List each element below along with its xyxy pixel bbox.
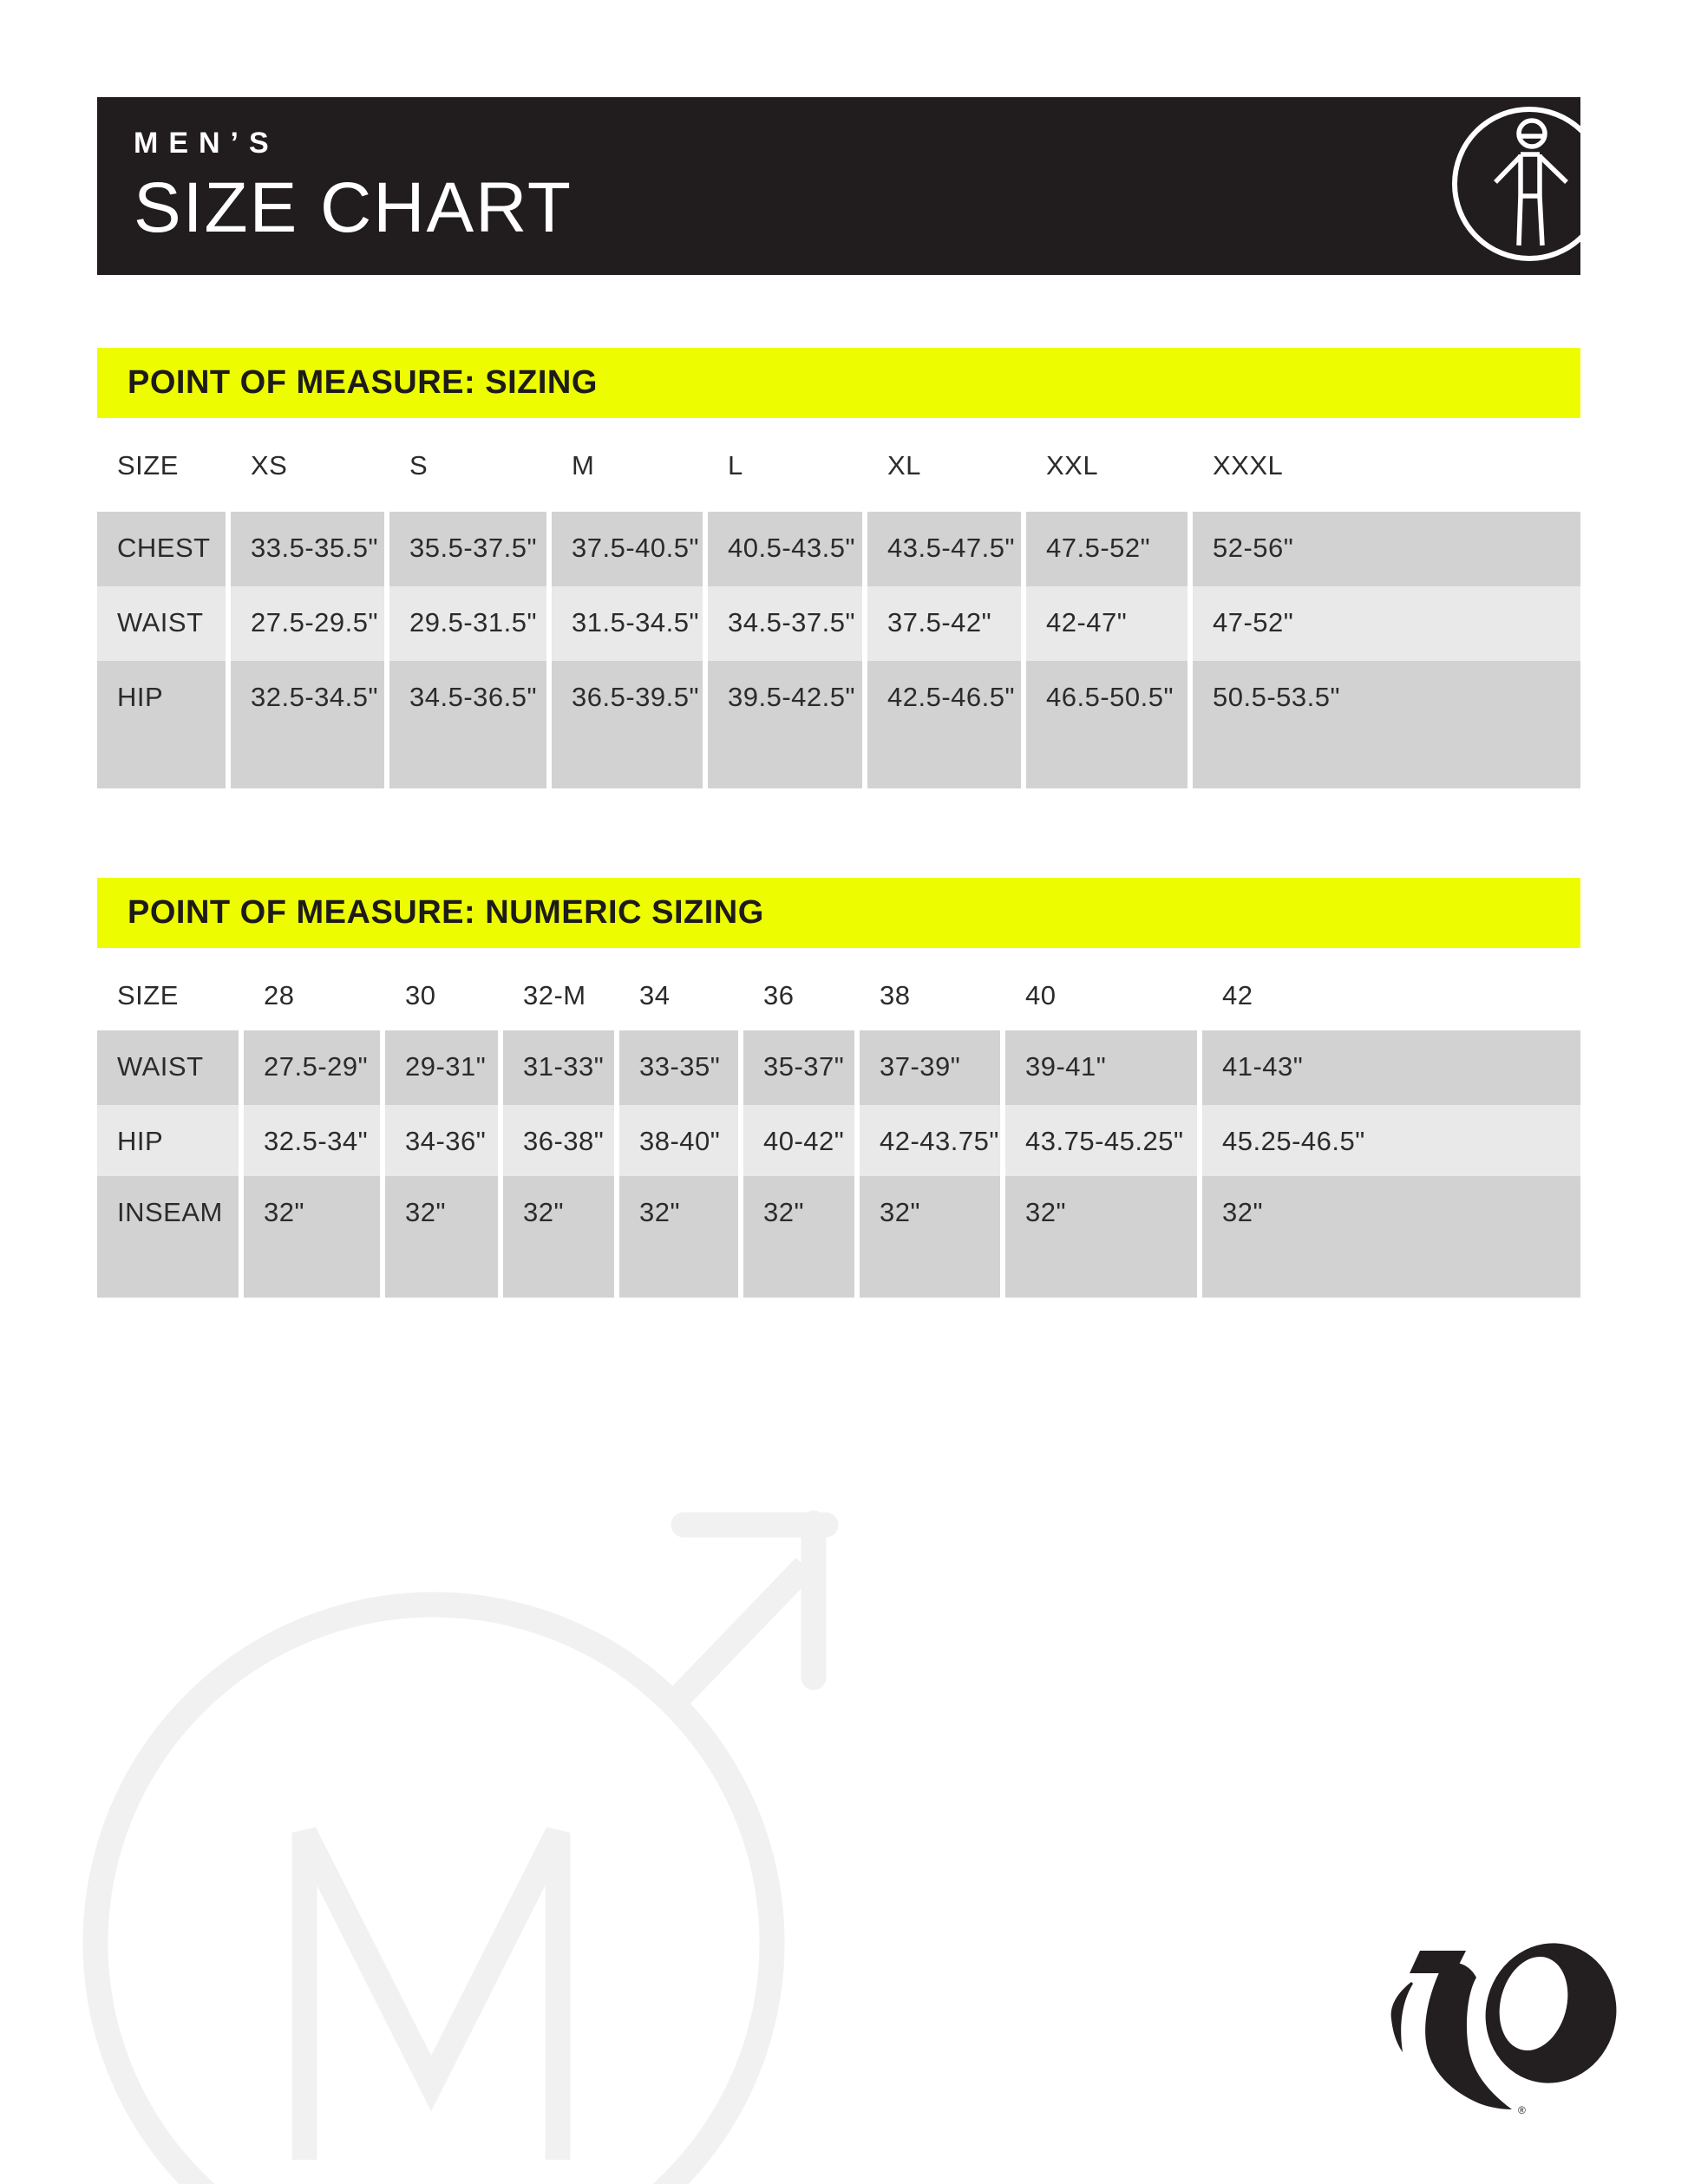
numeric-sizing-table bbox=[97, 1030, 1580, 1298]
column-header-size: SIZE bbox=[117, 450, 179, 481]
size-cell: 46.5-50.5" bbox=[1026, 661, 1187, 788]
column-header-32m: 32-M bbox=[523, 980, 586, 1010]
size-cell: 29.5-31.5" bbox=[389, 586, 546, 661]
column-header-42: 42 bbox=[1222, 980, 1253, 1010]
size-cell: 32.5-34.5" bbox=[231, 661, 384, 788]
section-title-numeric-sizing: POINT OF MEASURE: NUMERIC SIZING bbox=[97, 878, 1580, 948]
sizing-table bbox=[97, 512, 1580, 788]
size-cell: 34-36" bbox=[385, 1105, 498, 1176]
row-label: INSEAM bbox=[97, 1176, 239, 1298]
sizing-table-header-row bbox=[97, 444, 1580, 487]
size-cell: 37.5-40.5" bbox=[552, 512, 703, 586]
size-cell: 32" bbox=[743, 1176, 854, 1298]
size-cell: 33-35" bbox=[619, 1030, 738, 1105]
size-cell: 27.5-29.5" bbox=[231, 586, 384, 661]
column-header-xl: XL bbox=[887, 450, 921, 481]
size-cell: 39.5-42.5" bbox=[708, 661, 862, 788]
size-cell: 32" bbox=[860, 1176, 1000, 1298]
size-cell: 43.75-45.25" bbox=[1005, 1105, 1197, 1176]
section-title-sizing: POINT OF MEASURE: SIZING bbox=[97, 348, 1580, 418]
size-cell: 47.5-52" bbox=[1026, 512, 1187, 586]
mens-label: MEN’S bbox=[134, 127, 279, 160]
column-header-xs: XS bbox=[251, 450, 288, 481]
size-cell: 37-39" bbox=[860, 1030, 1000, 1105]
column-header-38: 38 bbox=[880, 980, 911, 1010]
row-label: HIP bbox=[97, 661, 226, 788]
column-header-xxl: XXL bbox=[1046, 450, 1099, 481]
size-cell: 42.5-46.5" bbox=[867, 661, 1021, 788]
size-cell: 27.5-29" bbox=[244, 1030, 380, 1105]
size-cell: 38-40" bbox=[619, 1105, 738, 1176]
size-cell: 36.5-39.5" bbox=[552, 661, 703, 788]
size-cell: 31-33" bbox=[503, 1030, 614, 1105]
size-cell: 42-47" bbox=[1026, 586, 1187, 661]
row-label: CHEST bbox=[97, 512, 226, 586]
table-row-inseam bbox=[97, 1176, 1580, 1298]
column-header-36: 36 bbox=[763, 980, 795, 1010]
size-cell: 37.5-42" bbox=[867, 586, 1021, 661]
column-header-size: SIZE bbox=[117, 980, 179, 1010]
row-label: WAIST bbox=[97, 586, 226, 661]
male-figure-icon bbox=[1423, 97, 1580, 275]
table-row-waist bbox=[97, 586, 1580, 661]
column-header-28: 28 bbox=[264, 980, 295, 1010]
size-cell: 31.5-34.5" bbox=[552, 586, 703, 661]
table-row-chest bbox=[97, 512, 1580, 586]
table-row-waist-numeric bbox=[97, 1030, 1580, 1105]
size-cell: 39-41" bbox=[1005, 1030, 1197, 1105]
size-cell: 32" bbox=[244, 1176, 380, 1298]
size-cell: 40-42" bbox=[743, 1105, 854, 1176]
size-cell: 35.5-37.5" bbox=[389, 512, 546, 586]
size-cell: 34.5-36.5" bbox=[389, 661, 546, 788]
size-cell: 43.5-47.5" bbox=[867, 512, 1021, 586]
header-banner bbox=[97, 97, 1580, 275]
size-cell: 32" bbox=[1202, 1176, 1580, 1298]
pearl-izumi-logo-icon bbox=[1371, 1926, 1631, 2134]
row-label: WAIST bbox=[97, 1030, 239, 1105]
size-cell: 40.5-43.5" bbox=[708, 512, 862, 586]
registered-mark: ® bbox=[1518, 2104, 1526, 2116]
size-cell: 33.5-35.5" bbox=[231, 512, 384, 586]
column-header-xxxl: XXXL bbox=[1213, 450, 1284, 481]
size-cell: 32" bbox=[1005, 1176, 1197, 1298]
size-cell: 50.5-53.5" bbox=[1193, 661, 1580, 788]
size-cell: 29-31" bbox=[385, 1030, 498, 1105]
column-header-34: 34 bbox=[639, 980, 671, 1010]
size-cell: 35-37" bbox=[743, 1030, 854, 1105]
size-cell: 32" bbox=[619, 1176, 738, 1298]
size-cell: 32.5-34" bbox=[244, 1105, 380, 1176]
column-header-l: L bbox=[728, 450, 743, 481]
size-cell: 32" bbox=[385, 1176, 498, 1298]
size-cell: 32" bbox=[503, 1176, 614, 1298]
row-label: HIP bbox=[97, 1105, 239, 1176]
table-row-hip-numeric bbox=[97, 1105, 1580, 1176]
size-cell: 41-43" bbox=[1202, 1030, 1580, 1105]
table-row-hip bbox=[97, 661, 1580, 788]
column-header-30: 30 bbox=[405, 980, 436, 1010]
size-cell: 52-56" bbox=[1193, 512, 1580, 586]
size-cell: 47-52" bbox=[1193, 586, 1580, 661]
column-header-40: 40 bbox=[1025, 980, 1057, 1010]
size-cell: 45.25-46.5" bbox=[1202, 1105, 1580, 1176]
page-title: SIZE CHART bbox=[134, 168, 572, 247]
size-cell: 36-38" bbox=[503, 1105, 614, 1176]
column-header-m: M bbox=[572, 450, 595, 481]
size-cell: 42-43.75" bbox=[860, 1105, 1000, 1176]
column-header-s: S bbox=[409, 450, 429, 481]
numeric-table-header-row bbox=[97, 974, 1580, 1017]
size-cell: 34.5-37.5" bbox=[708, 586, 862, 661]
